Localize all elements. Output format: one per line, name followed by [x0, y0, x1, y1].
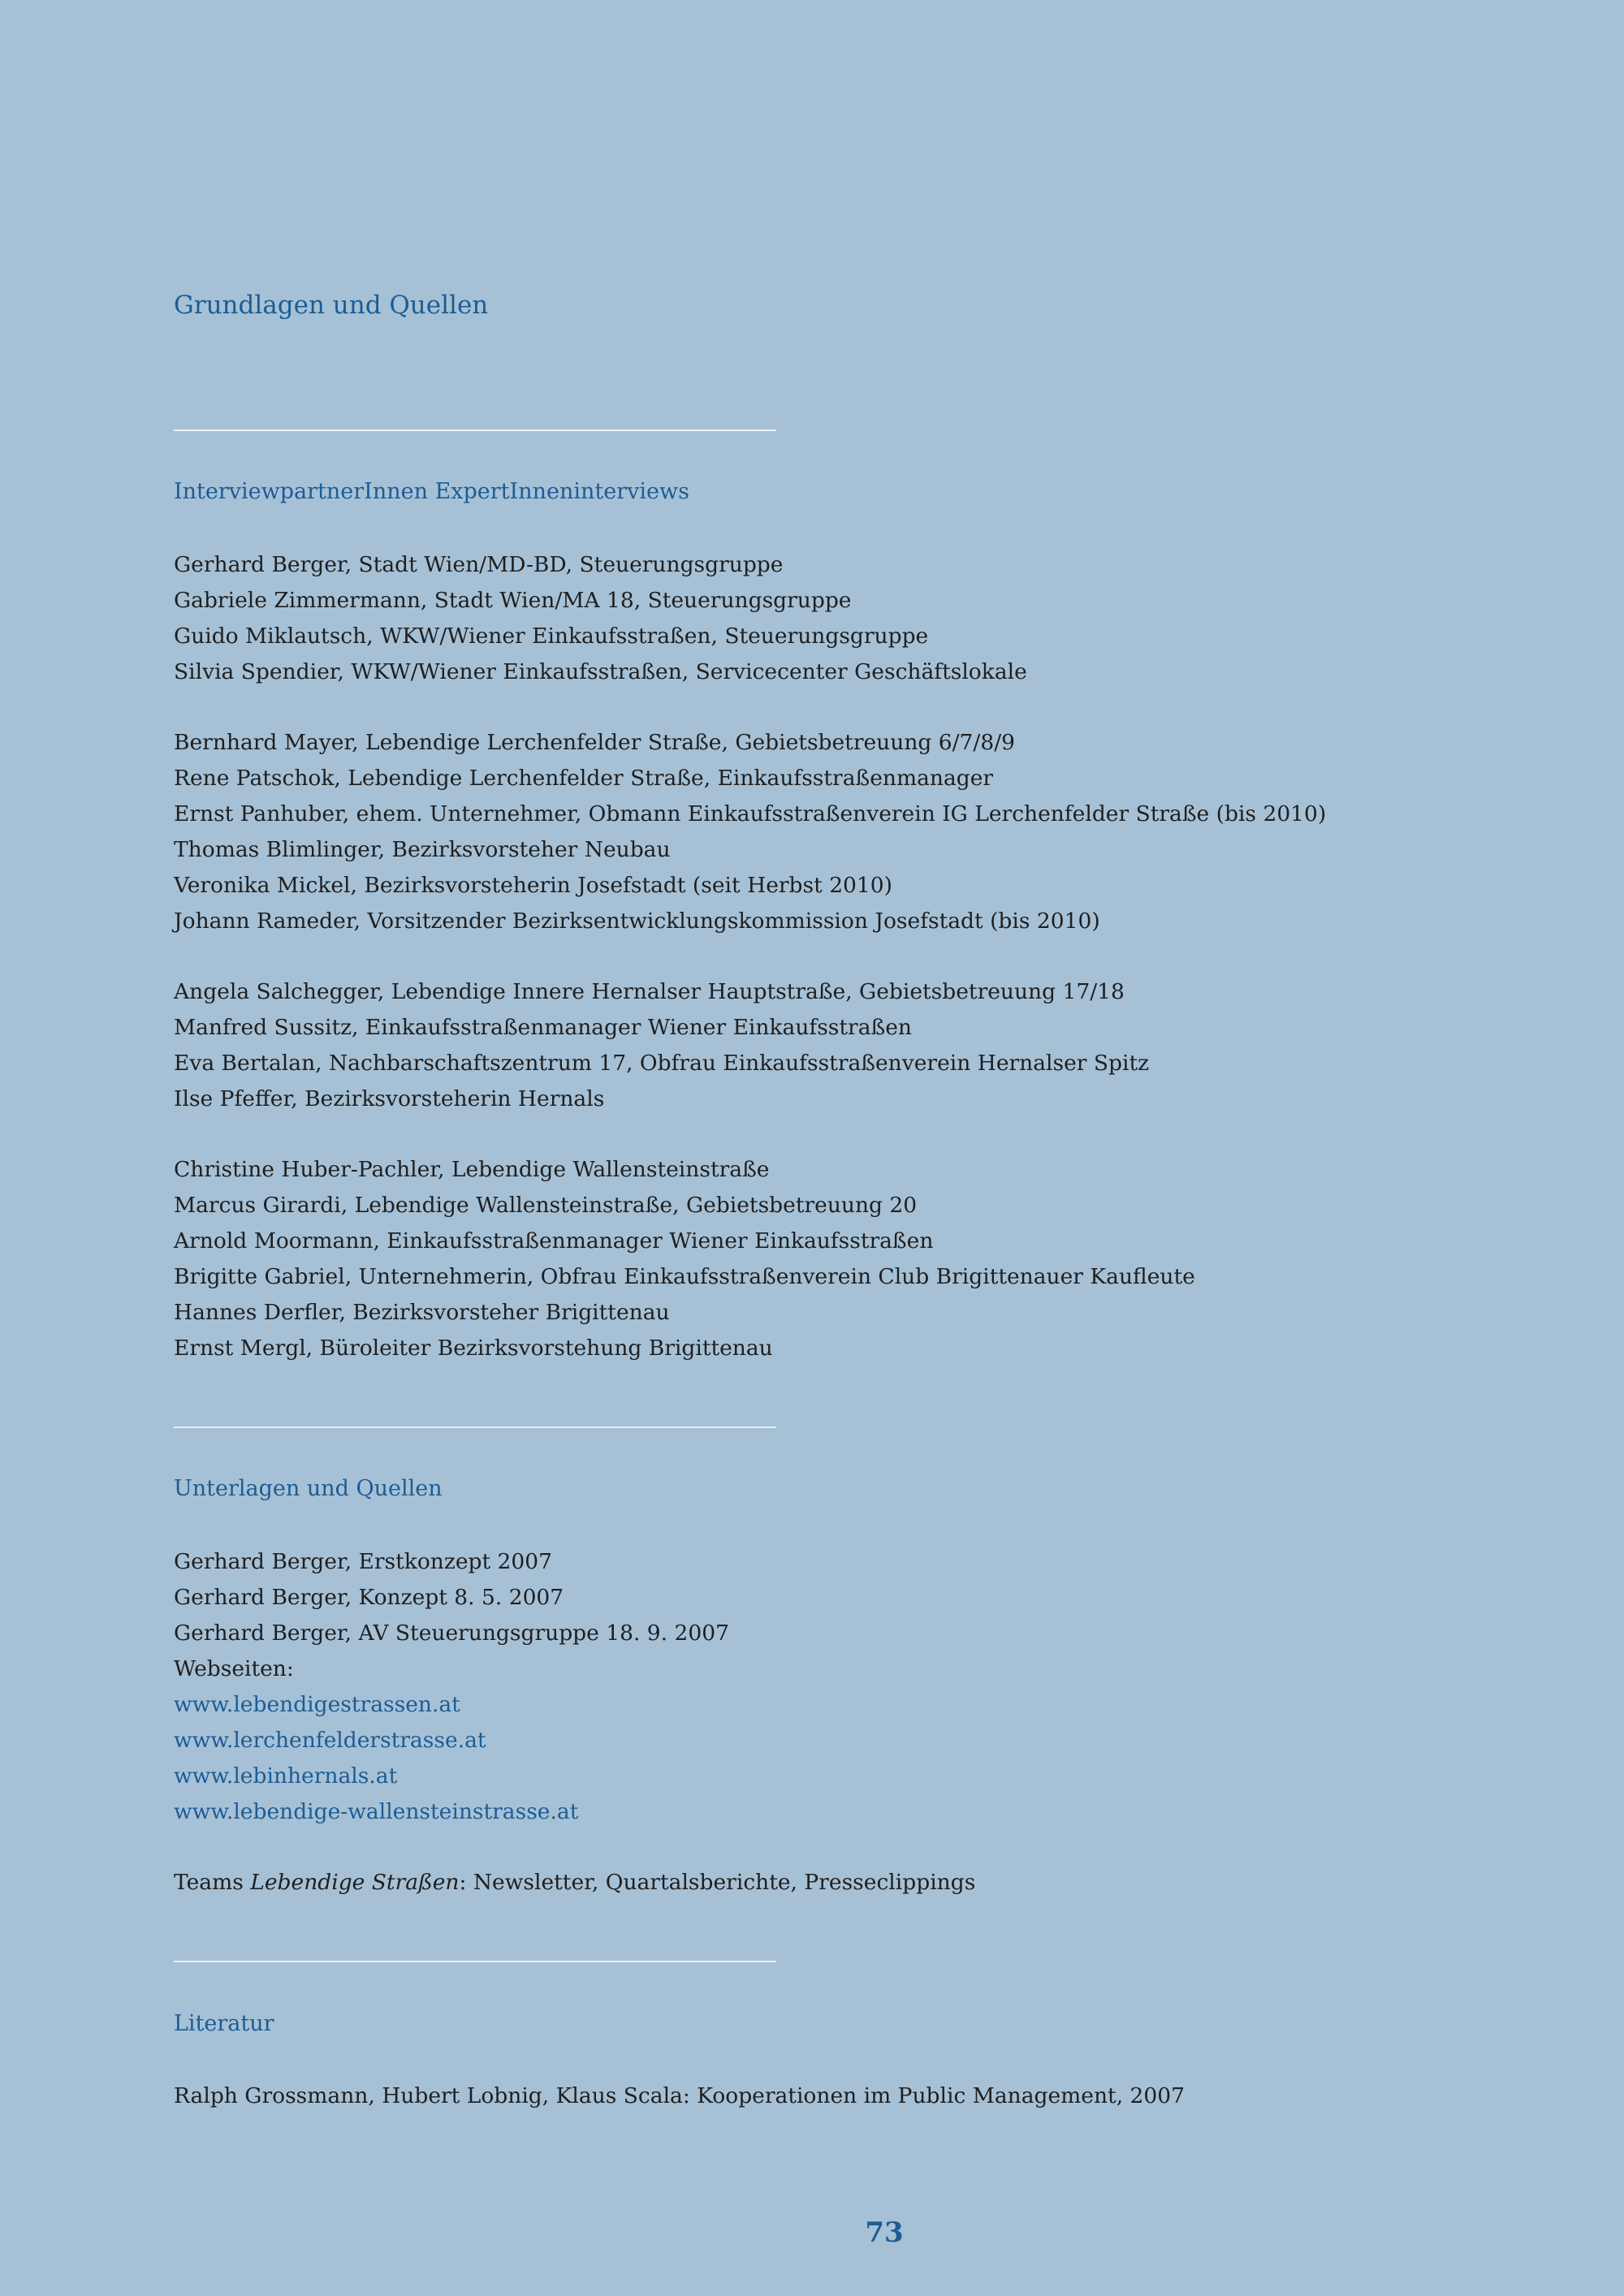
interview-entry: Marcus Girardi, Lebendige Wallensteinstraße, Gebietsbetreuung 20 — [174, 1193, 918, 1218]
interview-entry: Veronika Mickel, Bezirksvorsteherin Josefstadt (seit Herbst 2010) — [174, 873, 892, 898]
interview-group-3 — [174, 974, 1149, 1117]
interview-entry: Ilse Pfeffer, Bezirksvorsteherin Hernals — [174, 1086, 605, 1111]
interview-group-1 — [174, 547, 1027, 690]
interview-entry: Silvia Spendier, WKW/Wiener Einkaufsstraßen, Servicecenter Geschäftslokale — [174, 659, 1027, 684]
website-link[interactable]: www.lebendige-wallensteinstrasse.at — [174, 1799, 579, 1824]
literature-entry: Ralph Grossmann, Hubert Lobnig, Klaus Scala: Kooperationen im Public Management, 2007 — [174, 2083, 1185, 2108]
source-entry: Gerhard Berger, Erstkonzept 2007 — [174, 1549, 552, 1574]
interview-entry: Angela Salchegger, Lebendige Innere Hernalser Hauptstraße, Gebietsbetreuung 17/18 — [174, 979, 1125, 1004]
section-divider — [174, 429, 776, 431]
teams-line — [174, 1865, 975, 1901]
literature-list — [174, 2078, 1185, 2114]
websites-label: Webseiten: — [174, 1656, 294, 1681]
source-entry: Gerhard Berger, Konzept 8. 5. 2007 — [174, 1585, 564, 1610]
interview-entry: Ernst Panhuber, ehem. Unternehmer, Obmann Einkaufsstraßenverein IG Lerchenfelder Straße (bis 2010) — [174, 801, 1327, 826]
website-link[interactable]: www.lerchenfelderstrasse.at — [174, 1728, 486, 1753]
interview-entry: Thomas Blimlinger, Bezirksvorsteher Neubau — [174, 837, 671, 862]
interviews-heading: InterviewpartnerInnen ExpertInneninterviews — [174, 479, 689, 504]
page-number: 73 — [865, 2216, 904, 2249]
website-link[interactable]: www.lebendigestrassen.at — [174, 1692, 460, 1717]
teams-entry — [174, 1865, 975, 1901]
interview-entry: Bernhard Mayer, Lebendige Lerchenfelder Straße, Gebietsbetreuung 6/7/8/9 — [174, 730, 1015, 755]
interview-entry: Gerhard Berger, Stadt Wien/MD-BD, Steuerungsgruppe — [174, 552, 784, 577]
interview-group-2 — [174, 725, 1326, 939]
interview-entry: Manfred Sussitz, Einkaufsstraßenmanager Wiener Einkaufsstraßen — [174, 1015, 912, 1040]
interview-entry: Gabriele Zimmermann, Stadt Wien/MA 18, Steuerungsgruppe — [174, 588, 852, 613]
page-title: Grundlagen und Quellen — [174, 291, 489, 320]
section-divider — [174, 1426, 776, 1428]
teams-prefix: Teams — [174, 1870, 251, 1895]
teams-italic-title: Lebendige Straßen — [250, 1870, 460, 1895]
interview-entry: Hannes Derfler, Bezirksvorsteher Brigittenau — [174, 1300, 670, 1325]
interview-group-4 — [174, 1152, 1195, 1366]
teams-suffix: : Newsletter, Quartalsberichte, Presseclippings — [459, 1870, 976, 1895]
interview-entry: Ernst Mergl, Büroleiter Bezirksvorstehung Brigittenau — [174, 1336, 773, 1361]
interview-entry: Brigitte Gabriel, Unternehmerin, Obfrau Einkaufsstraßenverein Club Brigittenauer Kaufleute — [174, 1264, 1195, 1289]
interview-entry: Christine Huber-Pachler, Lebendige Wallensteinstraße — [174, 1157, 770, 1182]
literature-heading: Literatur — [174, 2011, 274, 2036]
website-link[interactable]: www.lebinhernals.at — [174, 1763, 398, 1789]
source-entry: Gerhard Berger, AV Steuerungsgruppe 18. 9. 2007 — [174, 1621, 729, 1646]
interview-entry: Eva Bertalan, Nachbarschaftszentrum 17, Obfrau Einkaufsstraßenverein Hernalser Spitz — [174, 1051, 1150, 1076]
interview-entry: Rene Patschok, Lebendige Lerchenfelder Straße, Einkaufsstraßenmanager — [174, 766, 994, 791]
interview-entry: Johann Rameder, Vorsitzender Bezirksentwicklungskommission Josefstadt (bis 2010) — [174, 908, 1100, 934]
sources-heading: Unterlagen und Quellen — [174, 1476, 443, 1501]
section-divider — [174, 1961, 776, 1962]
interview-entry: Arnold Moormann, Einkaufsstraßenmanager Wiener Einkaufsstraßen — [174, 1228, 934, 1254]
sources-list — [174, 1544, 729, 1830]
interview-entry: Guido Miklautsch, WKW/Wiener Einkaufsstraßen, Steuerungsgruppe — [174, 624, 929, 649]
